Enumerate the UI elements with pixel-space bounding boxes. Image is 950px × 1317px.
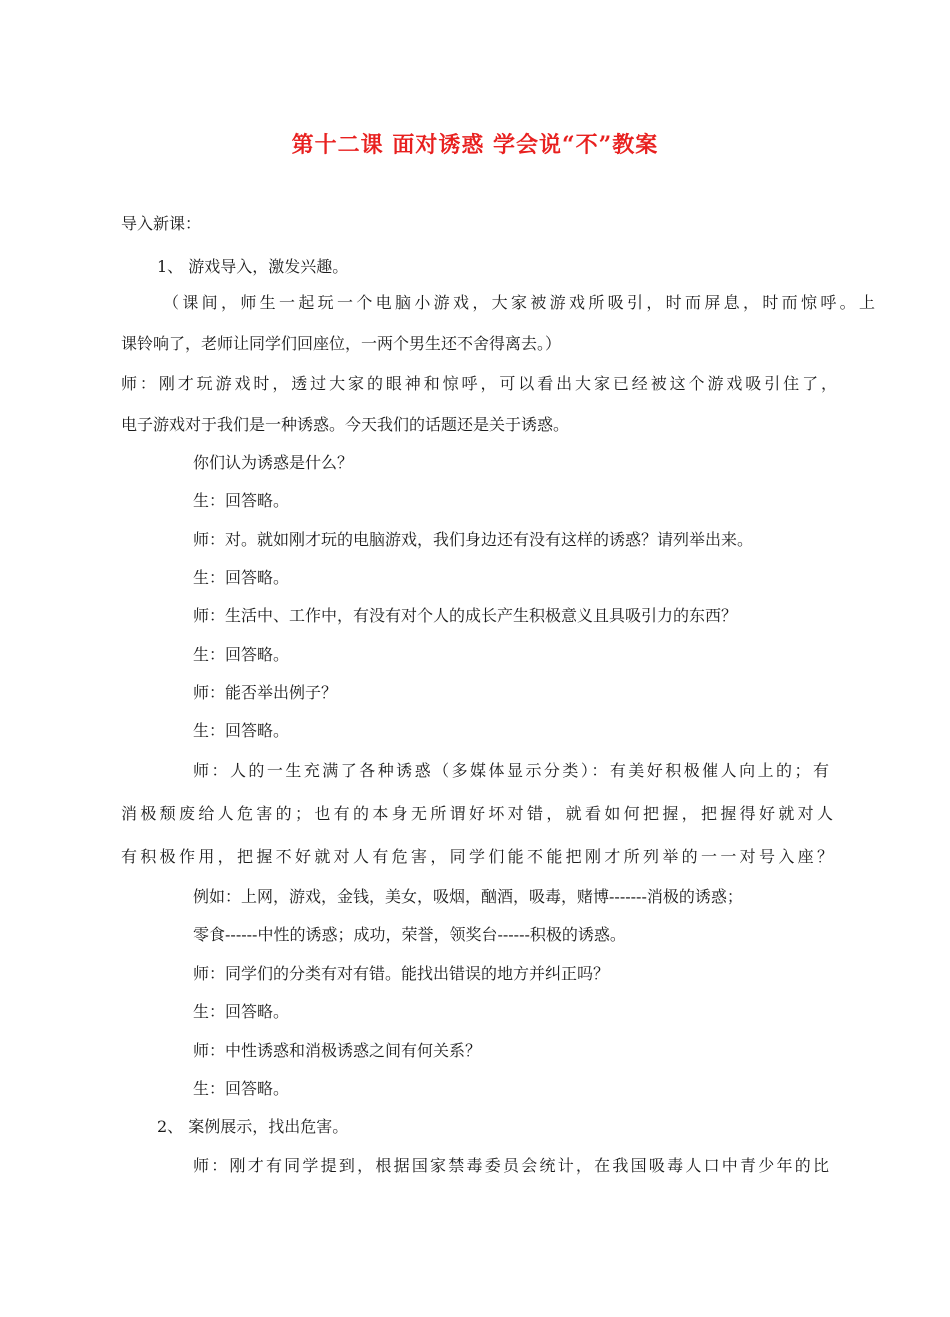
paragraph-line: 电子游戏对于我们是一种诱惑。今天我们的话题还是关于诱惑。	[121, 415, 570, 434]
paragraph-line: 课铃响了，老师让同学们回座位，一两个男生还不舍得离去。）	[121, 334, 562, 353]
dialogue-line: 生：回答略。	[193, 1002, 290, 1021]
dialogue-line: 生：回答略。	[193, 1079, 290, 1098]
paragraph-line: （课间，师生一起玩一个电脑小游戏，大家被游戏所吸引，时而屏息，时而惊呼。上	[163, 293, 875, 312]
paragraph-line: 师：刚才玩游戏时，透过大家的眼神和惊呼，可以看出大家已经被这个游戏吸引住了，	[121, 374, 837, 393]
paragraph-line: 有积极作用，把握不好就对人有危害，同学们能不能把刚才所列举的一一对号入座？	[121, 847, 833, 866]
dialogue-line: 师：人的一生充满了各种诱惑（多媒体显示分类）：有美好积极催人向上的；有	[193, 761, 829, 780]
dialogue-line: 生：回答略。	[193, 645, 290, 664]
dialogue-line: 师：对。就如刚才玩的电脑游戏，我们身边还有没有这样的诱惑？请列举出来。	[193, 530, 754, 549]
example-line: 例如：上网，游戏，金钱，美女，吸烟，酗酒，吸毒，赌博-------消极的诱惑；	[193, 887, 743, 906]
dialogue-line: 师：生活中、工作中，有没有对个人的成长产生积极意义且具吸引力的东西？	[193, 606, 738, 625]
dialogue-line: 师：刚才有同学提到，根据国家禁毒委员会统计，在我国吸毒人口中青少年的比	[193, 1156, 829, 1175]
dialogue-line: 师：同学们的分类有对有错。能找出错误的地方并纠正吗？	[193, 964, 610, 983]
dialogue-line: 师：中性诱惑和消极诱惑之间有何关系？	[193, 1041, 482, 1060]
dialogue-line: 师：能否举出例子？	[193, 683, 338, 702]
example-line: 零食------中性的诱惑；成功，荣誉，领奖台------积极的诱惑。	[193, 925, 626, 944]
dialogue-line: 你们认为诱惑是什么？	[193, 453, 354, 472]
paragraph-line: 消极颓废给人危害的；也有的本身无所谓好坏对错，就看如何把握，把握得好就对人	[121, 804, 833, 823]
document-title: 第十二课 面对诱惑 学会说“不”教案	[291, 132, 659, 158]
step-heading-2: 2、 案例展示，找出危害。	[157, 1117, 349, 1136]
dialogue-line: 生：回答略。	[193, 721, 290, 740]
section-heading-intro: 导入新课：	[121, 214, 202, 233]
step-heading-1: 1、 游戏导入，激发兴趣。	[157, 257, 349, 276]
dialogue-line: 生：回答略。	[193, 491, 290, 510]
dialogue-line: 生：回答略。	[193, 568, 290, 587]
